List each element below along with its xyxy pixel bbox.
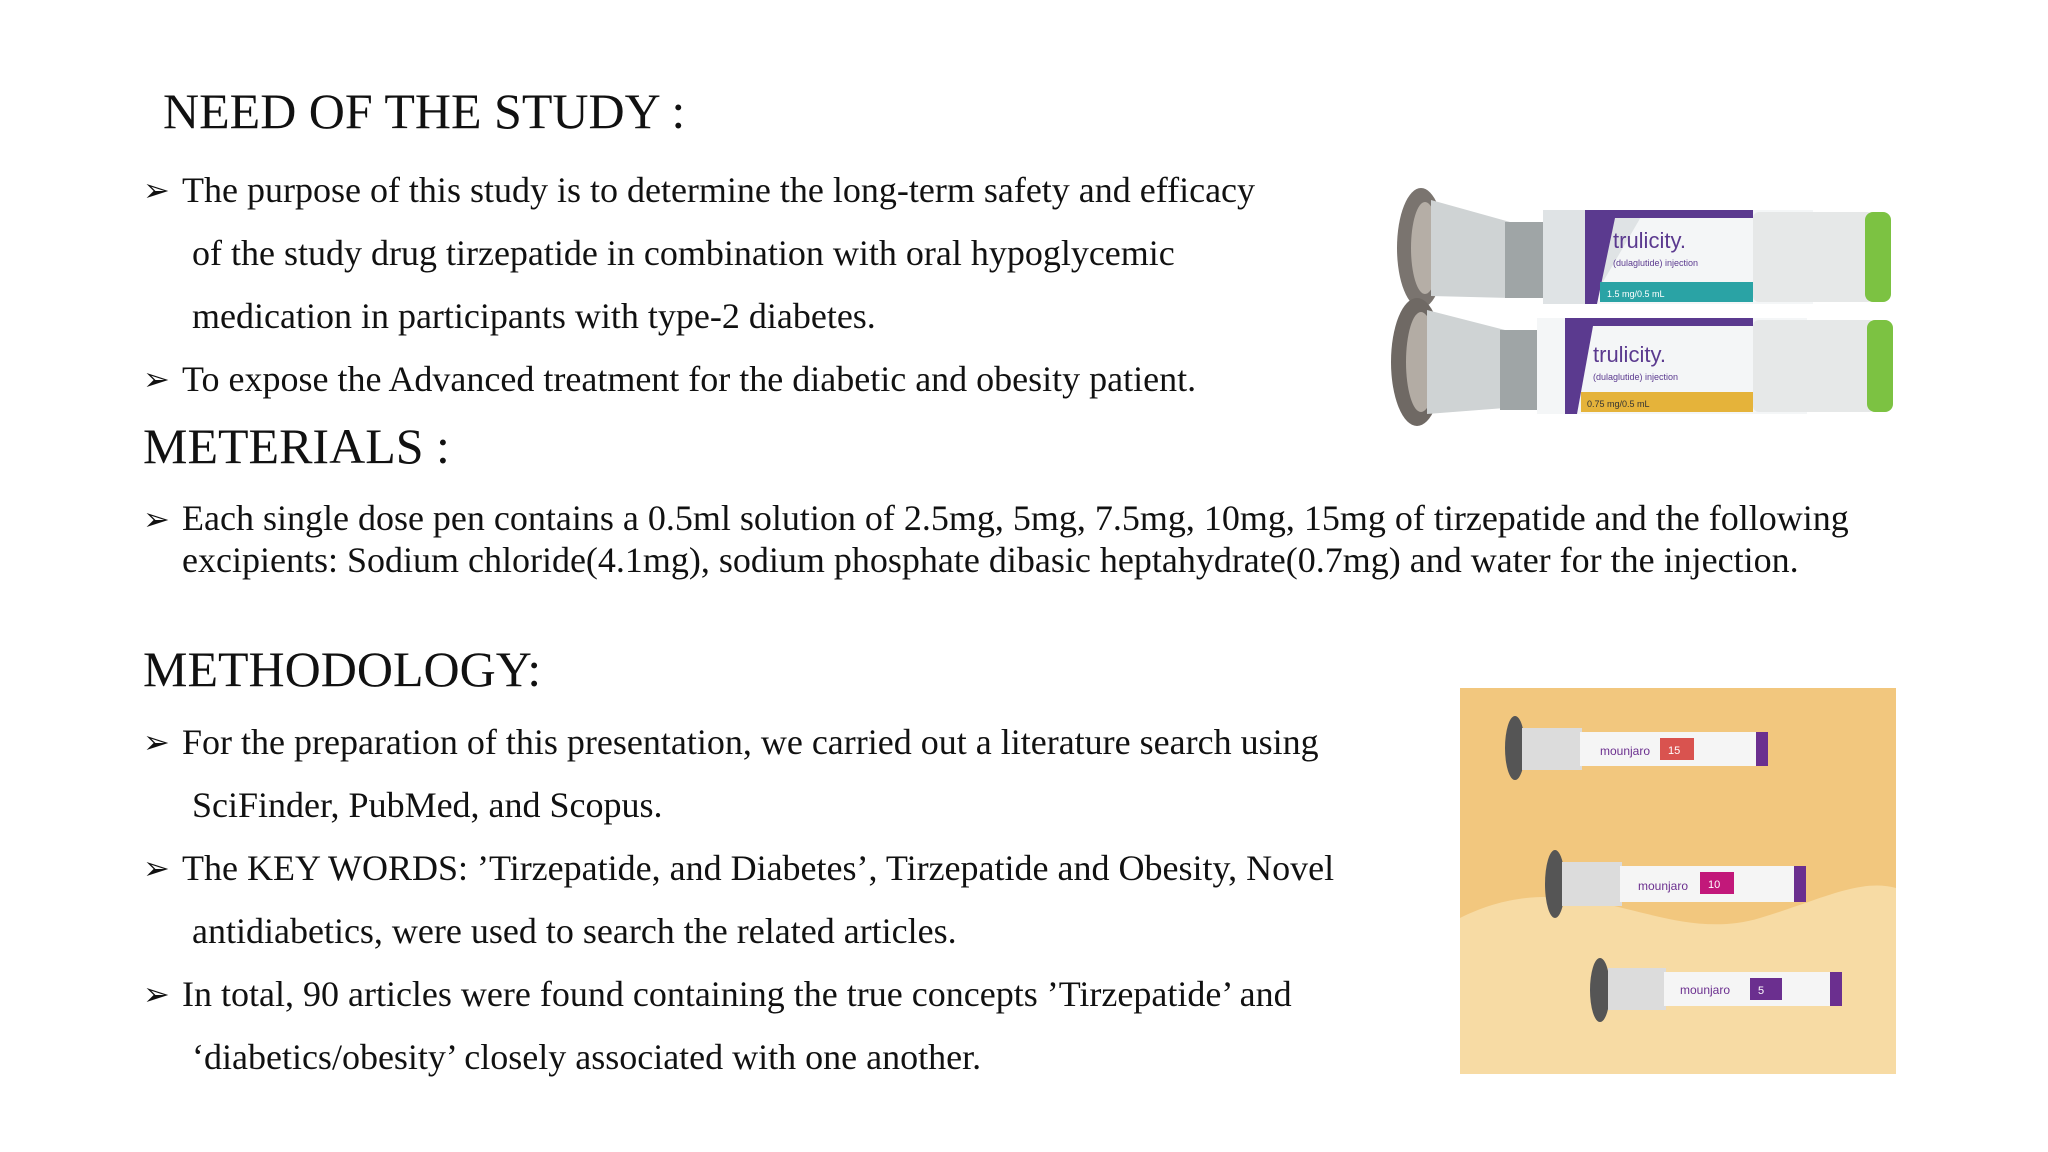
mounjaro-dose-1: 15 (1668, 745, 1681, 757)
mounjaro-pens-image (1460, 688, 1896, 1074)
trulicity-generic-label-bottom: (dulaglutide) injection (1593, 372, 1679, 382)
bullet-arrow-icon: ➢ (143, 976, 170, 1012)
bullet-arrow-icon: ➢ (143, 172, 170, 208)
need-of-study-heading: NEED OF THE STUDY : (163, 83, 686, 139)
mounjaro-dose-3: 5 (1758, 985, 1765, 997)
need-bullet-2-line-1: To expose the Advanced treatment for the diabetic and obesity patient. (182, 359, 1197, 399)
methodology-heading: METHODOLOGY: (143, 641, 542, 697)
need-bullet-1-line-2: of the study drug tirzepatide in combination with oral hypoglycemic (192, 233, 1175, 273)
method-bullet-2-line-1: The KEY WORDS: ’Tirzepatide, and Diabetes’, Tirzepatide and Obesity, Novel (182, 848, 1335, 888)
bullet-arrow-icon: ➢ (143, 724, 170, 760)
need-bullet-1-line-3: medication in participants with type-2 diabetes. (192, 296, 876, 336)
mounjaro-brand-label-3: mounjaro (1680, 983, 1731, 997)
method-bullet-1-line-1: For the preparation of this presentation, we carried out a literature search using (182, 722, 1319, 762)
trulicity-dose-top: 1.5 mg/0.5 mL (1607, 289, 1665, 299)
trulicity-generic-label-top: (dulaglutide) injection (1613, 258, 1699, 268)
bullet-arrow-icon: ➢ (143, 501, 170, 537)
method-bullet-2-line-2: antidiabetics, were used to search the related articles. (192, 911, 957, 951)
mounjaro-brand-label-1: mounjaro (1600, 744, 1651, 758)
method-bullet-3-line-1: In total, 90 articles were found containing the true concepts ’Tirzepatide’ and (182, 974, 1292, 1014)
trulicity-brand-label-top: trulicity. (1613, 228, 1686, 253)
mounjaro-dose-2: 10 (1708, 879, 1721, 891)
method-bullet-3-line-2: ‘diabetics/obesity’ closely associated with one another. (192, 1037, 982, 1077)
mounjaro-brand-label-2: mounjaro (1638, 879, 1689, 893)
bullet-arrow-icon: ➢ (143, 850, 170, 886)
need-bullet-1-line-1: The purpose of this study is to determine the long-term safety and efficacy (182, 170, 1256, 210)
trulicity-pens-image (1385, 170, 1900, 470)
method-bullet-1-line-2: SciFinder, PubMed, and Scopus. (192, 785, 663, 825)
trulicity-brand-label-bottom: trulicity. (1593, 342, 1666, 367)
bullet-arrow-icon: ➢ (143, 361, 170, 397)
materials-bullet-text: Each single dose pen contains a 0.5ml solution of 2.5mg, 5mg, 7.5mg, 10mg, 15mg of tirzepatide and the following excipients: Sodium chloride(4.1mg), sodium phosphate dibasic heptahydrate(0.7mg) and water for the injection. (182, 498, 1849, 580)
trulicity-dose-bottom: 0.75 mg/0.5 mL (1587, 399, 1650, 409)
materials-heading: METERIALS : (143, 418, 450, 474)
